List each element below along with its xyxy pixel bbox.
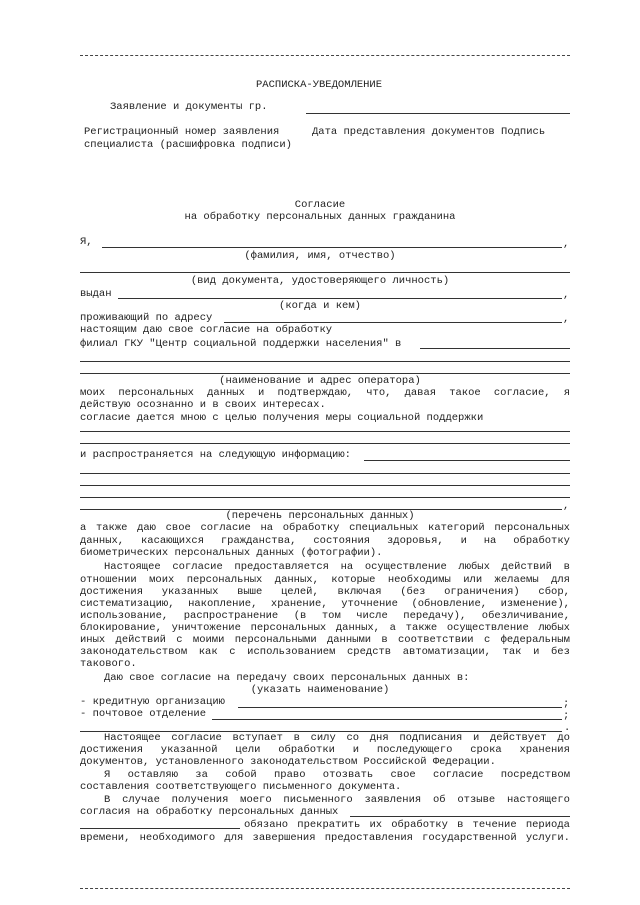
specialist-label: специалиста (расшифровка подписи): [84, 139, 292, 151]
special-line3: биометрических персональных данных (фотографии).: [80, 547, 383, 559]
info-field-0[interactable]: [364, 460, 570, 461]
purpose-field-2[interactable]: [80, 443, 570, 444]
consent-subtitle: на обработку персональных данных гражданина: [184, 211, 456, 223]
info-field-2[interactable]: [80, 485, 570, 486]
operator-name-field-2[interactable]: [80, 828, 240, 829]
para3-line2: составления соответствующего письменного документа.: [80, 781, 402, 793]
consent-title: Согласие: [294, 199, 346, 211]
fio-comma: ,: [563, 238, 570, 250]
para1-line3: достижения указанных выше целей, включая (без ограничения) сбор,: [80, 586, 570, 598]
issued-label: выдан: [80, 288, 112, 300]
address-field[interactable]: [224, 322, 562, 323]
extends-label: и распространяется на следующую информацию:: [80, 449, 351, 461]
para3-line1: Я оставляю за собой право отозвать свое согласие посредством: [104, 769, 570, 781]
operator-field-1[interactable]: [80, 361, 570, 362]
credit-org-label: - кредитную организацию: [80, 696, 225, 708]
fio-caption: (фамилия, имя, отчество): [244, 250, 396, 262]
info-field-3[interactable]: [80, 497, 570, 498]
branch-label: филиал ГКУ "Центр социальной поддержки населения" в: [80, 338, 402, 350]
para1-line1: Настоящее согласие предоставляется на осуществление любых действий в: [104, 561, 570, 573]
purpose-label: согласие дается мною с целью получения меры социальной поддержки: [80, 412, 484, 424]
credit-org-field[interactable]: [238, 707, 562, 708]
para1-line5: использование, распространение (в том числе передачу), обезличивание,: [80, 610, 570, 622]
info-comma: ,: [563, 500, 570, 512]
operator-field-2[interactable]: [80, 373, 570, 374]
id-document-caption: (вид документа, удостоверяющего личность): [190, 275, 450, 287]
fio-field[interactable]: [102, 247, 562, 248]
para2-line2: достижения указанной цели обработки и последующего срока хранения: [80, 744, 570, 756]
para1-line2: отношении моих персональных данных, которые необходимы или желаемы для: [80, 574, 570, 586]
reg-number-label: Регистрационный номер заявления: [84, 126, 280, 138]
para1-line7: иных действий с моими персональными данными в соответствии с федеральным: [80, 634, 570, 646]
bottom-dashed-separator: [80, 888, 570, 889]
para4-line3: обязано прекратить их обработку в течение периода: [244, 819, 570, 831]
post-office-label: - почтовое отделение: [80, 708, 207, 720]
my-data-line1: моих персональных данных и подтверждаю, что, давая такое согласие, я: [80, 387, 570, 399]
transfer-caption: (указать наименование): [250, 684, 390, 696]
branch-city-field[interactable]: [420, 348, 570, 349]
applicant-label: Заявление и документы гр.: [110, 101, 268, 113]
para1-line9: такового.: [80, 658, 137, 670]
para2-line3: документов, установленного законодательством Российской Федерации.: [80, 756, 496, 768]
post-office-semicolon: ;: [563, 710, 570, 722]
para4-line4: времени, необходимого для завершения предоставления государственной услуги.: [80, 832, 570, 844]
para1-line8: законодательством как с использованием средств автоматизации, так и без: [80, 646, 570, 658]
transfer-label: Даю свое согласие на передачу своих персональных данных в:: [104, 672, 470, 684]
issued-caption: (когда и кем): [279, 300, 361, 312]
post-office-field[interactable]: [212, 719, 562, 720]
purpose-field-1[interactable]: [80, 431, 570, 432]
hereby-label: настоящим даю свое согласие на обработку: [80, 324, 333, 336]
special-line2: данных, касающихся гражданства, состояния здоровья, и на обработку: [80, 535, 570, 547]
operator-name-field-1[interactable]: [350, 816, 570, 817]
i-label: Я,: [80, 236, 93, 248]
info-field-1[interactable]: [80, 473, 570, 474]
address-comma: ,: [563, 313, 570, 325]
para1-line4: систематизацию, накопление, хранение, уточнение (обновление, изменение),: [80, 598, 570, 610]
credit-org-semicolon: ;: [563, 698, 570, 710]
residing-label: проживающий по адресу: [80, 312, 213, 324]
para1-line6: блокирование, уничтожение персональных данных, а также осуществление любых: [80, 622, 570, 634]
date-signature-label: Дата представления документов Подпись: [312, 126, 546, 138]
operator-caption: (наименование и адрес оператора): [219, 375, 421, 387]
special-line1: а также даю свое согласие на обработку специальных категорий персональных: [80, 522, 570, 534]
issued-comma: ,: [563, 289, 570, 301]
transfer-extra-dot: .: [564, 722, 571, 734]
list-caption: (перечень персональных данных): [225, 510, 415, 522]
applicant-field[interactable]: [306, 113, 570, 114]
para4-line2: согласия на обработку персональных данных: [80, 806, 339, 818]
top-dashed-separator: [80, 55, 570, 56]
my-data-line2: действую осознанно и в своих интересах.: [80, 399, 326, 411]
para4-line1: В случае получения моего письменного заявления об отзыве настоящего: [104, 794, 570, 806]
id-document-field[interactable]: [80, 272, 570, 273]
receipt-title: РАСПИСКА-УВЕДОМЛЕНИЕ: [256, 79, 383, 91]
issued-field[interactable]: [118, 298, 562, 299]
para2-line1: Настоящее согласие вступает в силу со дня подписания и действует до: [104, 732, 570, 744]
